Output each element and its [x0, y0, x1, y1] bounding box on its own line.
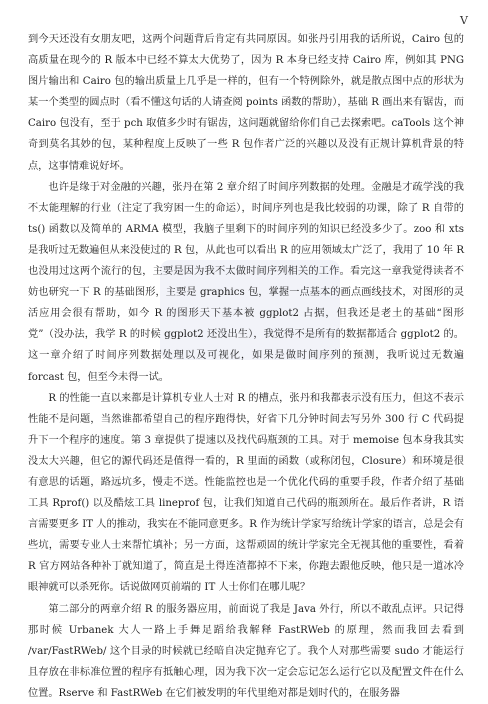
page-number: V — [460, 14, 468, 27]
paragraph: 第二部分的两章介绍 R 的服务器应用，前面说了我是 Java 外行，所以不敢乱点评。只记得那时候 Urbanek 大人一路上手舞足蹈给我解释 FastRWeb 的原理，然而我回去看到 /var/FastRWeb/ 这个目录的时候就已经暗自决定抛弃它了。我个人对那些需要 sudo 才能运行且存放在非标准位置的程序有抵触心理，因为我下次一定会忘记怎么运行它以及配置文件在什么位置。Rserve 和 FastRWeb 在它们被发明的年代里绝对都是划时代的，在服务器 — [28, 603, 464, 699]
paragraph: R 的性能一直以来都是计算机专业人士对 R 的槽点，张丹和我都表示没有压力，但这不表示性能不是问题，当然谁都希望自己的程序跑得快，好省下几分钟时间去写另外 300 行 C 代码提升下一个程序的速度。第 3 章提供了提速以及找代码瓶颈的工具。对于 memoise 包本身我其实没太大兴趣，但它的源代码还是值得一看的，R 里面的函数（或称闭包，Closure）和环境是很有意思的话题，路远坑多，慢走不送。性能监控也是一个优化代码的重要手段，作者介绍了基础工具 Rprof() 以及酷炫工具 lineprof 包，让我们知道自己代码的瓶颈所在。最后作者讲，R 语言需要更多 IT 人的推动，我实在不能同意更多。R 作为统计学家写给统计学家的语言，总是会有些坑，需要专业人士来帮忙填补；另一方面，这帮顽固的统计学家完全无视其他的重要性，看着 R 官方网站各种补丁就知道了，简直是土得连渣都掉不下来，你跑去跟他反映，他只是一道冰冷眼神就可以杀死你。话说做网页前端的 IT 人士你们在哪儿呢？ — [28, 392, 464, 594]
body-text — [28, 29, 464, 704]
paragraph: 也许是缘于对金融的兴趣，张丹在第 2 章介绍了时间序列数据的处理。金融是才疏学浅的我不太能理解的行业（注定了我穷困一生的命运），时间序列也是我比较弱的功课，除了 R 自带的 ts() 函数以及简单的 ARMA 模型，我脑子里剩下的时间序列的知识已经没多少了。zoo 和 xts 是我听过无数遍但从来没使过的 R 包，从此也可以看出 R 的应用领域太广泛了，我用了 10 年 R 也没用过这两个流行的包，主要是因为我不太做时间序列相关的工作。看完这一章我觉得读者不妨也研究一下 R 的基础图形，主要是 graphics 包，掌握一点基本的画点画线技术，对图形的灵活应用会很有帮助，如今 R 的图形天下基本被 ggplot2 占据，但我还是老土的基础“图形党”（没办法，我学 R 的时候 ggplot2 还没出生），我觉得不是所有的数据都适合 ggplot2 的。这一章介绍了时间序列数据处理以及可视化，如果是做时间序列的预测，我听说过无数遍 forcast 包，但至今未得一试。 — [28, 181, 464, 383]
paragraph: 到今天还没有女朋友吧，这两个问题背后肯定有共同原因。如张丹引用我的话所说，Cairo 包的高质量在现今的 R 版本中已经不算太大优势了，因为 R 本身已经支持 Cairo 库，例如其 PNG 图片输出和 Cairo 包的输出质量上几乎是一样的，但有一个特例除外，就是散点图中点的形状为某一个类型的圆点时（看不懂这句话的人请查阅 points 函数的帮助），基础 R 画出来有锯齿，而 Cairo 包没有，至于 pch 取值多少时有锯齿，这问题就留给你们自己去探索吧。caTools 这个神奇到莫名其妙的包，某种程度上反映了一些 R 包作者广泛的兴趣以及没有正规计算机背景的特点，这事情难说好坏。 — [28, 34, 464, 172]
